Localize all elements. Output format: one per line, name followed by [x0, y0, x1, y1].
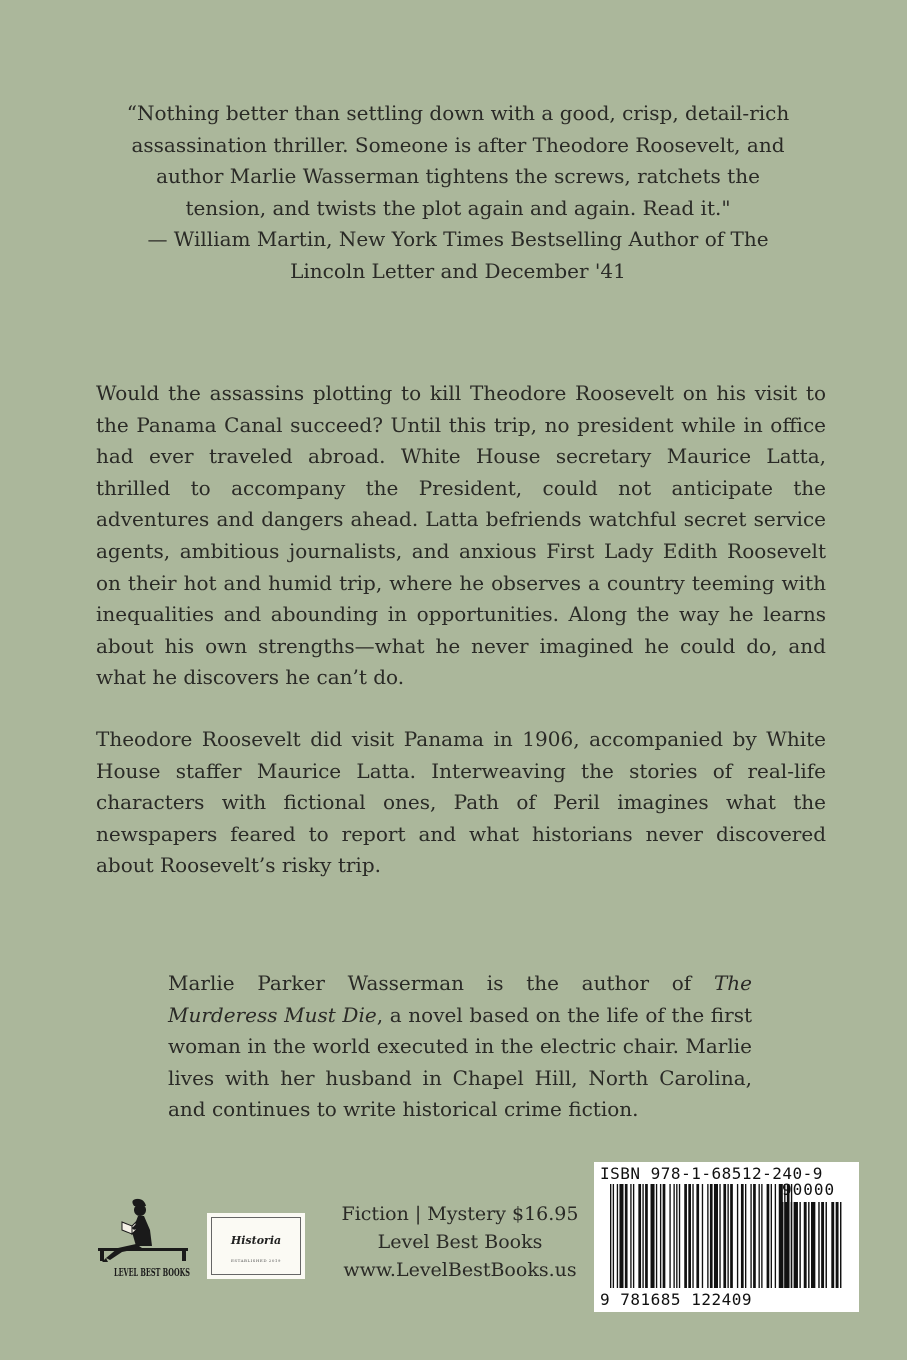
reading-woman-icon: [92, 1196, 192, 1288]
publisher-name: Level Best Books: [377, 1231, 543, 1253]
blurb-line: author Marlie Wasserman tightens the screws, ratchets the: [156, 164, 760, 188]
blurb-line: assassination thriller. Someone is after Theodore Roosevelt, and: [131, 132, 785, 157]
historia-name: Historia: [230, 1234, 282, 1247]
blurb-line: tension, and twists the plot again and again. Read it.": [185, 195, 731, 220]
synopsis-paragraph-2: Theodore Roosevelt did visit Panama in 1906, accompanied by White House staffer Maurice Latta. Interweaving the stories of real-life characters with fictional ones, Path of Peril imagines what the newspapers feared to report and what historians never discovered about Roosevelt’s risky trip.: [96, 727, 826, 878]
barcode-ean-digits: 9 781685 122409: [600, 1290, 752, 1309]
barcode-bars: [610, 1184, 780, 1288]
historia-tagline: ESTABLISHED 2019: [231, 1258, 281, 1263]
author-bio-book-title: The Murderess Must Die: [168, 971, 752, 1027]
category-price: Fiction | Mystery $16.95: [341, 1203, 579, 1225]
blurb-line: “Nothing better than settling down with a good, crisp, detail-rich: [126, 101, 790, 125]
barcode-addon-digits: 90000: [782, 1180, 836, 1199]
barcode-addon-bars: [782, 1202, 852, 1288]
isbn-barcode: [594, 1162, 859, 1312]
synopsis-paragraph-1: Would the assassins plotting to kill Theodore Roosevelt on his visit to the Panama Canal succeed? Until this trip, no president while in office had ever traveled abroad. White House secretary Maurice Latta, thrilled to accompany the President, could not anticipate the adventures and dangers ahead. Latta befriends watchful secret service agents, ambitious journalists, and anxious First Lady Edith Roosevelt on their hot and humid trip, where he observes a country teeming with inequalities and abounding in opportunities. Along the way he learns about his own strengths—what he never imagined he could do, and what he discovers he can’t do.: [96, 381, 826, 690]
blurb-attribution: Lincoln Letter and December '41: [290, 258, 626, 283]
publisher-logo: [92, 1196, 192, 1288]
author-bio: [168, 968, 752, 1126]
historia-frame: [211, 1217, 301, 1275]
publisher-logo-text: LEVEL BEST BOOKS: [114, 1266, 191, 1279]
praise-blurb: [100, 98, 816, 287]
isbn-label: ISBN 978-1-68512-240-9: [600, 1164, 823, 1183]
historia-imprint-logo: [207, 1213, 305, 1279]
publisher-website[interactable]: www.LevelBestBooks.us: [343, 1259, 577, 1281]
author-bio-rest: , a novel based on the life of the first woman in the world executed in the electric chair. Marlie lives with her husband in Chapel Hill, North Carolina, and continues to write historical crime fiction.: [168, 1002, 753, 1122]
blurb-attribution: — William Martin, New York Times Bestselling Author of The: [147, 227, 769, 251]
author-bio-intro: Marlie Parker Wasserman is the author of: [168, 971, 714, 995]
publication-info: [330, 1200, 590, 1284]
